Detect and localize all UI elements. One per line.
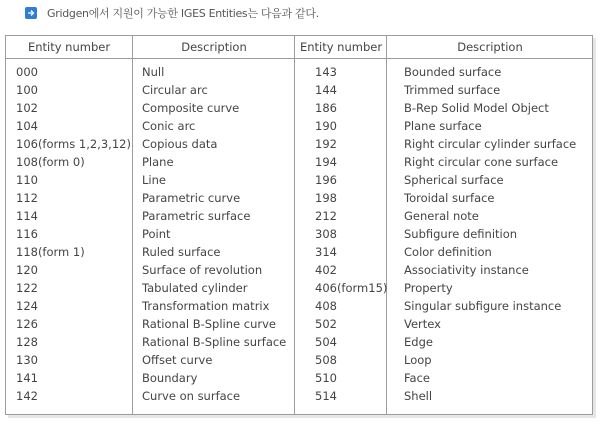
cell-description: Face	[404, 371, 431, 385]
cell-entity-number: 314	[315, 245, 337, 259]
cell-description: B-Rep Solid Model Object	[404, 101, 549, 115]
cell-description: Vertex	[404, 317, 441, 331]
cell-entity-number: 118(form 1)	[16, 245, 85, 259]
cell-entity-number: 514	[315, 389, 337, 403]
cell-entity-number: 114	[16, 209, 38, 223]
intro-line	[25, 5, 319, 21]
cell-entity-number: 141	[16, 371, 38, 385]
cell-entity-number: 406(form15)	[315, 281, 388, 295]
cell-entity-number: 102	[16, 101, 38, 115]
cell-description: Conic arc	[142, 119, 196, 133]
table-shadow	[593, 38, 596, 418]
cell-description: Loop	[404, 353, 432, 367]
cell-description: Spherical surface	[404, 173, 504, 187]
cell-description: Singular subfigure instance	[404, 299, 562, 313]
cell-description: Line	[142, 173, 166, 187]
cell-entity-number: 120	[16, 263, 38, 277]
cell-description: Transformation matrix	[142, 299, 270, 313]
cell-entity-number: 000	[16, 65, 38, 79]
table-header	[6, 36, 592, 59]
cell-entity-number: 144	[315, 83, 337, 97]
cell-description: Tabulated cylinder	[142, 281, 248, 295]
cell-description: Subfigure definition	[404, 227, 518, 241]
cell-entity-number: 192	[315, 137, 337, 151]
cell-description: Boundary	[142, 371, 198, 385]
cell-entity-number: 408	[315, 299, 337, 313]
header-entity-number: Entity number	[27, 40, 111, 54]
cell-entity-number: 190	[315, 119, 337, 133]
intro-text: Gridgen에서 지원이 가능한 IGES Entities는 다음과 같다.	[47, 7, 319, 20]
cell-description: Rational B-Spline curve	[142, 317, 276, 331]
cell-description: Rational B-Spline surface	[142, 335, 287, 349]
arrow-right-icon	[25, 7, 37, 19]
cell-description: Ruled surface	[142, 245, 221, 259]
cell-entity-number: 308	[315, 227, 337, 241]
cell-entity-number: 502	[315, 317, 337, 331]
cell-description: Parametric surface	[142, 209, 251, 223]
cell-description: Circular arc	[142, 83, 208, 97]
cell-description: General note	[404, 209, 479, 223]
cell-description: Shell	[404, 389, 433, 403]
cell-description: Associativity instance	[404, 263, 529, 277]
cell-description: Toroidal surface	[404, 191, 495, 205]
cell-entity-number: 143	[315, 65, 337, 79]
cell-entity-number: 126	[16, 317, 38, 331]
cell-entity-number: 124	[16, 299, 38, 313]
table-shadow	[8, 415, 596, 418]
cell-description: Curve on surface	[142, 389, 241, 403]
cell-description: Plane	[142, 155, 174, 169]
cell-entity-number: 194	[315, 155, 337, 169]
cell-entity-number: 212	[315, 209, 337, 223]
cell-entity-number: 402	[315, 263, 337, 277]
cell-entity-number: 122	[16, 281, 38, 295]
cell-description: Color definition	[404, 245, 492, 259]
cell-description: Right circular cone surface	[404, 155, 559, 169]
cell-description: Parametric curve	[142, 191, 241, 205]
cell-entity-number: 198	[315, 191, 337, 205]
cell-entity-number: 504	[315, 335, 337, 349]
cell-entity-number: 108(form 0)	[16, 155, 85, 169]
header-description: Description	[181, 40, 247, 54]
cell-entity-number: 196	[315, 173, 337, 187]
cell-entity-number: 130	[16, 353, 38, 367]
cell-description: Null	[142, 65, 165, 79]
cell-entity-number: 110	[16, 173, 38, 187]
cell-entity-number: 104	[16, 119, 38, 133]
header-description: Description	[457, 40, 523, 54]
cell-description: Right circular cylinder surface	[404, 137, 577, 151]
cell-description: Edge	[404, 335, 433, 349]
iges-entities-table	[5, 35, 593, 415]
cell-description: Bounded surface	[404, 65, 502, 79]
cell-entity-number: 186	[315, 101, 337, 115]
cell-description: Trimmed surface	[404, 83, 501, 97]
cell-entity-number: 106(forms 1,2,3,12)	[16, 137, 131, 151]
cell-description: Point	[142, 227, 171, 241]
cell-entity-number: 510	[315, 371, 337, 385]
cell-entity-number: 508	[315, 353, 337, 367]
cell-description: Plane surface	[404, 119, 482, 133]
cell-description: Offset curve	[142, 353, 213, 367]
cell-description: Composite curve	[142, 101, 240, 115]
cell-entity-number: 116	[16, 227, 38, 241]
cell-entity-number: 128	[16, 335, 38, 349]
column-entity-number-2	[294, 36, 387, 414]
cell-description: Copious data	[142, 137, 218, 151]
cell-description: Surface of revolution	[142, 263, 263, 277]
cell-entity-number: 112	[16, 191, 38, 205]
cell-entity-number: 100	[16, 83, 38, 97]
cell-description: Property	[404, 281, 453, 295]
cell-entity-number: 142	[16, 389, 38, 403]
header-entity-number: Entity number	[299, 40, 383, 54]
